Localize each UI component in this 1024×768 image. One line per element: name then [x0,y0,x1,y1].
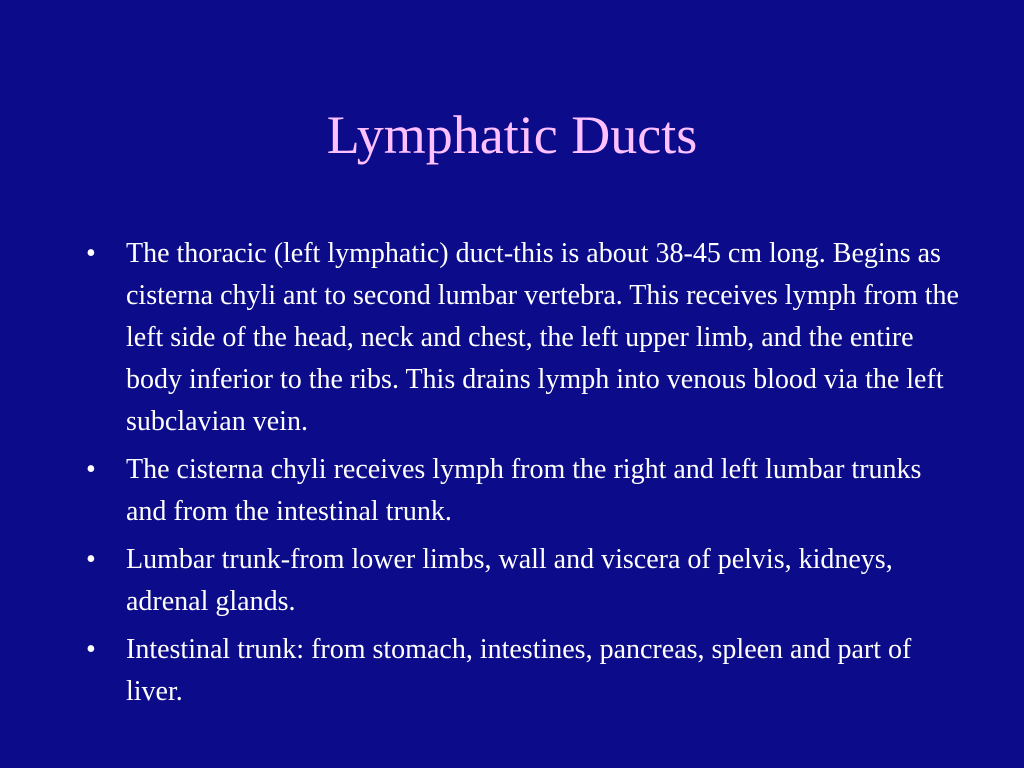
bullet-item-lumbar-trunk [86,539,966,623]
bullet-marker: • [86,238,96,269]
bullet-text: Intestinal trunk: from stomach, intestines, pancreas, spleen and part of liver. [126,634,912,707]
bullet-item-intestinal-trunk [86,629,966,713]
bullet-marker: • [86,634,96,665]
bullet-list [86,233,966,719]
bullet-text: Lumbar trunk-from lower limbs, wall and viscera of pelvis, kidneys, adrenal glands. [126,544,893,617]
bullet-item-cisterna-chyli [86,449,966,533]
bullet-item-thoracic-duct [86,233,966,443]
bullet-marker: • [86,544,96,575]
bullet-text: The thoracic (left lymphatic) duct-this is about 38-45 cm long. Begins as cisterna chyli ant to second lumbar vertebra. This receives lymph from the left side of the head, neck and chest, the left upper limb, and the entire body inferior to the ribs. This drains lymph into venous blood via the left subclavian vein. [126,238,959,437]
bullet-text: The cisterna chyli receives lymph from the right and left lumbar trunks and from the intestinal trunk. [126,454,922,527]
slide-title: Lymphatic Ducts [326,105,698,165]
bullet-marker: • [86,454,96,485]
